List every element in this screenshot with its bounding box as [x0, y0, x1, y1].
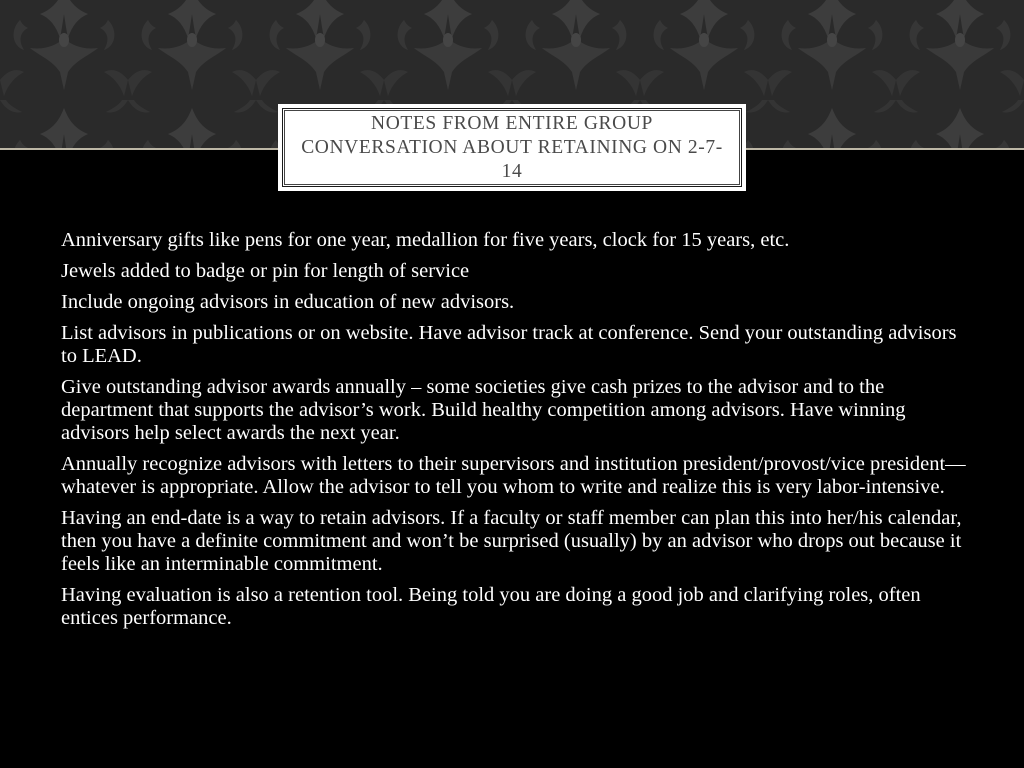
list-item: Jewels added to badge or pin for length of service — [61, 260, 470, 282]
list-item: Having an end-date is a way to retain advisors. If a faculty or staff member can plan this into her/his calendar, then you have a definite commitment and won’t be surprised (usually) by an advisor who drops out because it feels like an interminable commitment. — [61, 507, 962, 575]
bullet-list — [61, 229, 973, 638]
slide-title: NOTES FROM ENTIRE GROUP CONVERSATION ABOUT RETAINING ON 2-7-14 — [301, 112, 723, 182]
list-item: Anniversary gifts like pens for one year, medallion for five years, clock for 15 years, etc. — [61, 229, 790, 251]
list-item: Include ongoing advisors in education of new advisors. — [61, 291, 515, 313]
list-item: Having evaluation is also a retention tool. Being told you are doing a good job and clarifying roles, often entices performance. — [61, 584, 921, 629]
list-item: Annually recognize advisors with letters to their supervisors and institution president/provost/vice president—whatever is appropriate. Allow the advisor to tell you whom to write and realize this is very labor-intensive. — [61, 453, 966, 498]
list-item: List advisors in publications or on website. Have advisor track at conference. Send your outstanding advisors to LEAD. — [61, 322, 957, 367]
title-frame — [284, 110, 740, 185]
list-item: Give outstanding advisor awards annually – some societies give cash prizes to the advisor and to the department that supports the advisor’s work. Build healthy competition among advisors. Have winning advisors help select awards the next year. — [61, 376, 906, 444]
title-box — [278, 104, 746, 191]
